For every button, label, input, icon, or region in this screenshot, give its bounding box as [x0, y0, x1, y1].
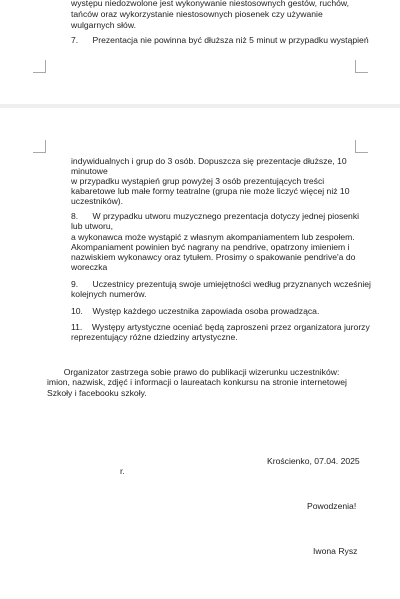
text-line: w przypadku wystąpień grup powyżej 3 osób prezentujących treści [71, 176, 325, 186]
closing-paragraph: Organizator zastrzega sobie prawo do publikacji wizerunku uczestników: [47, 367, 340, 377]
list-item-10: 10. Występ każdego uczestnika zapowiada osoba prowadząca. [71, 306, 320, 316]
document-page-2 [0, 108, 400, 599]
list-item-11: 11. Występy artystyczne oceniać będą zaproszeni przez organizatora jurorzy [71, 322, 370, 332]
text-line: woreczka [71, 262, 108, 272]
margin-corner-mark [33, 60, 46, 73]
signature: Iwona Rysz [313, 546, 358, 556]
list-item-9: 9. Uczestnicy prezentują swoje umiejętności według przyznanych wcześniej [71, 279, 371, 289]
text-line: lub utworu, [71, 221, 114, 231]
list-item-7-start: 7. Prezentacja nie powinna być dłuższa niż 5 minut w przypadku wystąpień [71, 35, 369, 45]
text-line: Akompaniament powinien być nagrany na pendrive, opatrzony imieniem i [71, 242, 350, 252]
text-line: indywidualnych i grup do 3 osób. Dopuszcza się prezentacje dłuższe, 10 [71, 156, 347, 166]
text-line: a wykonawca może wystąpić z własnym akompaniamentem lub zespołem. [71, 232, 355, 242]
year-suffix: r. [120, 466, 125, 476]
text-line: kolejnych numerów. [71, 289, 147, 299]
text-line: występu niedozwolone jest wykonywanie niestosownych gestów, ruchów, [71, 0, 350, 8]
text-line: uczestników). [71, 196, 124, 206]
margin-corner-mark [355, 140, 368, 153]
text-line: wulgarnych słów. [71, 20, 136, 30]
margin-corner-mark [33, 140, 46, 153]
place-date: Krościenko, 07.04. 2025 [267, 456, 360, 466]
document-page-1 [0, 0, 400, 104]
text-line: minutowe [71, 166, 108, 176]
text-line: tańców oraz wykorzystanie niestosownych piosenek czy używanie [71, 9, 323, 19]
text-line: Szkoły i facebooku szkoły. [47, 388, 147, 398]
text-line: kabaretowe lub małe formy teatralne (grupa nie może liczyć więcej niż 10 [71, 186, 350, 196]
text-line: nazwiskiem wykonawcy oraz tytułem. Prosimy o spakowanie pendrive'a do [71, 252, 356, 262]
list-item-8: 8. W przypadku utworu muzycznego prezentacja dotyczy jednej piosenki [71, 211, 360, 221]
margin-corner-mark [355, 60, 368, 73]
text-line: imion, nazwisk, zdjęć i informacji o laureatach konkursu na stronie internetowej [47, 377, 347, 387]
text-line: reprezentujący różne dziedziny artystyczne. [71, 332, 238, 342]
greeting: Powodzenia! [307, 501, 357, 511]
